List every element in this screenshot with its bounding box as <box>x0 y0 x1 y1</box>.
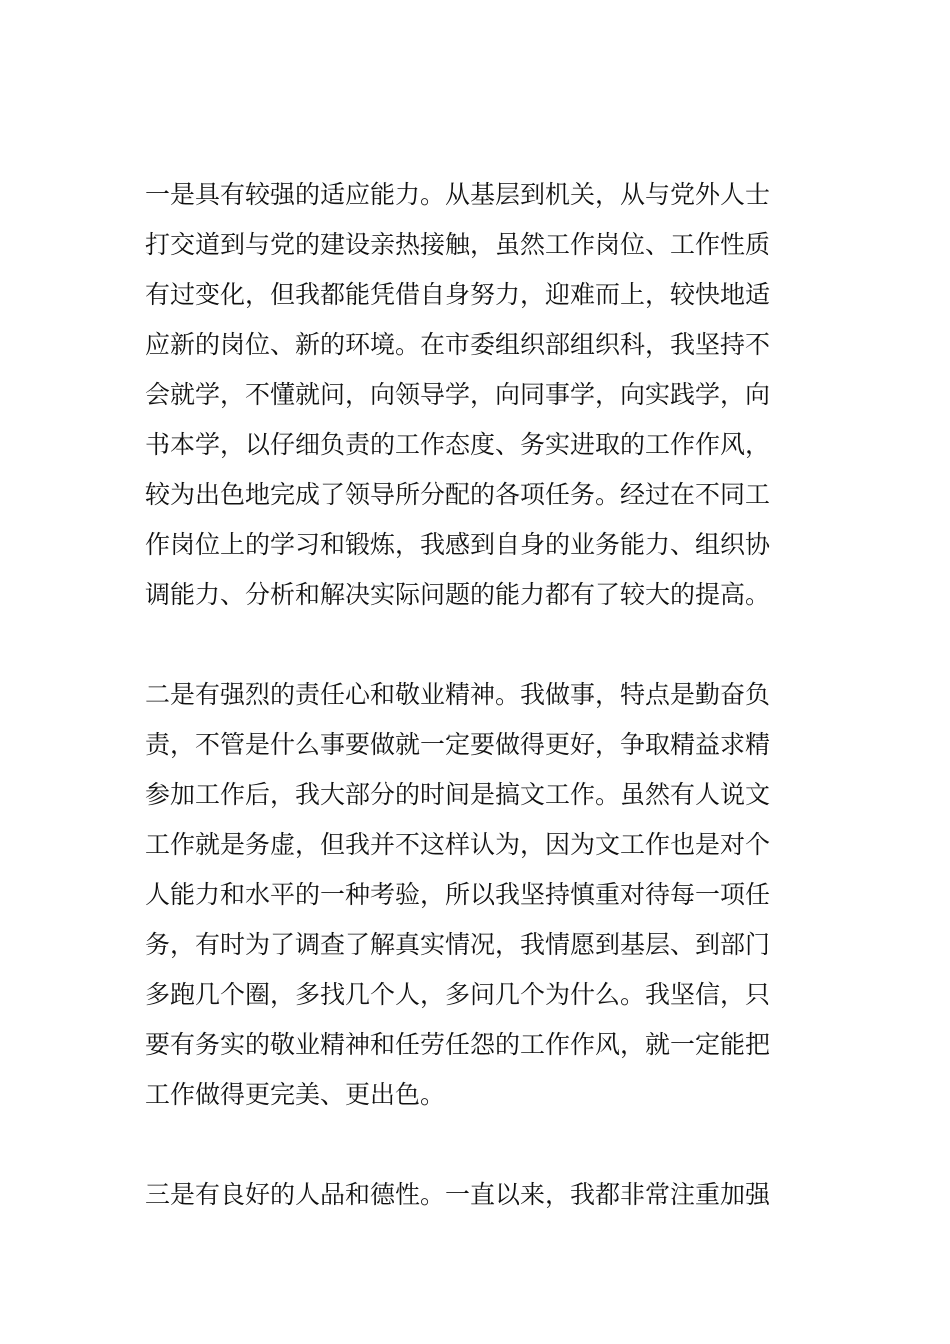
text-line: 一是具有较强的适应能力。从基层到机关，从与党外人士 <box>145 180 771 209</box>
paragraph-spacer <box>145 620 810 670</box>
text-line: 二是有强烈的责任心和敬业精神。我做事，特点是勤奋负 <box>145 680 771 709</box>
text-line: 工作做得更完美、更出色。 <box>145 1080 446 1109</box>
paragraph-adaptability <box>145 170 810 620</box>
text-line: 参加工作后，我大部分的时间是搞文工作。虽然有人说文 <box>145 780 771 809</box>
text-line: 调能力、分析和解决实际问题的能力都有了较大的提高。 <box>145 580 771 609</box>
text-line: 作岗位上的学习和锻炼，我感到自身的业务能力、组织协 <box>145 530 771 559</box>
document-body <box>145 170 810 1220</box>
text-line: 责，不管是什么事要做就一定要做得更好，争取精益求精 <box>145 730 771 759</box>
paragraph-responsibility <box>145 670 810 1120</box>
text-line: 三是有良好的人品和德性。一直以来，我都非常注重加强 <box>145 1180 771 1209</box>
paragraph-character <box>145 1170 810 1220</box>
text-line: 较为出色地完成了领导所分配的各项任务。经过在不同工 <box>145 480 771 509</box>
text-line: 工作就是务虚，但我并不这样认为，因为文工作也是对个 <box>145 830 771 859</box>
text-line: 多跑几个圈，多找几个人，多问几个为什么。我坚信，只 <box>145 980 771 1009</box>
text-line: 人能力和水平的一种考验，所以我坚持慎重对待每一项任 <box>145 880 771 909</box>
text-line: 会就学，不懂就问，向领导学，向同事学，向实践学，向 <box>145 380 771 409</box>
text-line: 务，有时为了调查了解真实情况，我情愿到基层、到部门 <box>145 930 771 959</box>
text-line: 打交道到与党的建设亲热接触，虽然工作岗位、工作性质 <box>145 230 771 259</box>
text-line: 有过变化，但我都能凭借自身努力，迎难而上，较快地适 <box>145 280 771 309</box>
text-line: 应新的岗位、新的环境。在市委组织部组织科，我坚持不 <box>145 330 771 359</box>
text-line: 书本学，以仔细负责的工作态度、务实进取的工作作风， <box>145 430 771 459</box>
text-line: 要有务实的敬业精神和任劳任怨的工作作风，就一定能把 <box>145 1030 771 1059</box>
paragraph-spacer <box>145 1120 810 1170</box>
